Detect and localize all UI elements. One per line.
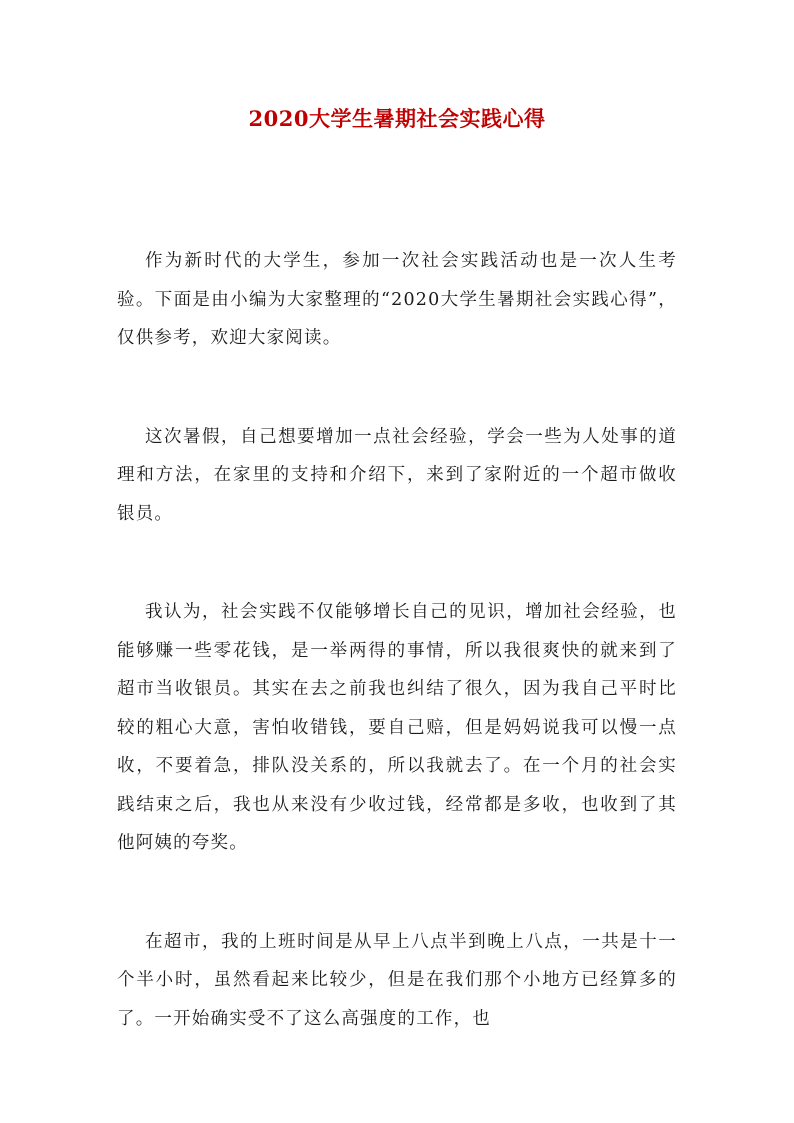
paragraph-work-hours: 在超市，我的上班时间是从早上八点半到晚上八点，一共是十一个半小时，虽然看起来比较少，但是在我们那个小地方已经算多的了。一开始确实受不了这么高强度的工作，也 — [117, 931, 677, 1029]
paragraph-opinion: 我认为，社会实践不仅能够增长自己的见识，增加社会经验，也能够赚一些零花钱，是一举两得的事情，所以我很爽快的就来到了超市当收银员。其实在去之前我也纠结了很久，因为我自己平时比较的粗心大意，害怕收错钱，要自己赔，但是妈妈说我可以慢一点收，不要着急，排队没关系的，所以我就去了。在一个月的社会实践结束之后，我也从来没有少收过钱，经常都是多收，也收到了其他阿姨的夸奖。 — [117, 602, 677, 853]
document-title: 2020大学生暑期社会实践心得 — [248, 106, 546, 131]
document-body — [117, 242, 677, 1098]
paragraph-intro: 作为新时代的大学生，参加一次社会实践活动也是一次人生考验。下面是由小编为大家整理的“2020大学生暑期社会实践心得”，仅供参考，欢迎大家阅读。 — [117, 251, 677, 348]
paragraph-summer-job: 这次暑假，自己想要增加一点社会经验，学会一些为人处事的道理和方法，在家里的支持和介绍下，来到了家附近的一个超市做收银员。 — [117, 426, 677, 524]
